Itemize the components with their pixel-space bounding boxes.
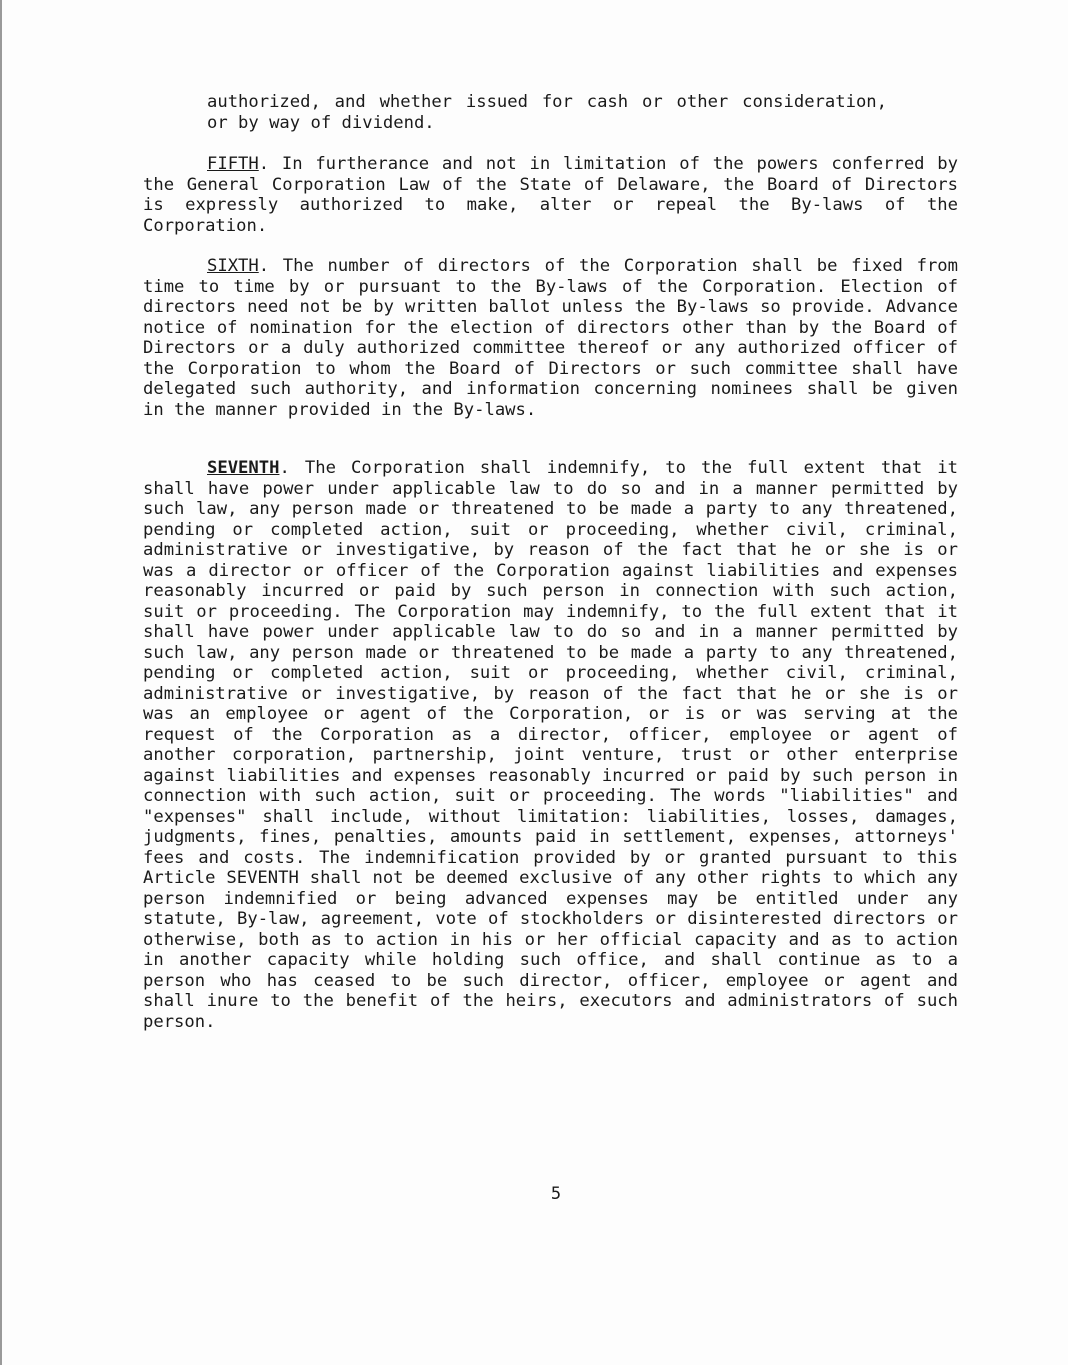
- article-fifth-body: . In furtherance and not in limitation of the powers conferred by the General Corporation Law of the State of Delaware, the Board of Directors is expressly authorized to make, alter or repeal the By-laws of the Corporation.: [143, 154, 958, 236]
- article-seventh: [143, 458, 958, 1032]
- continued-paragraph-text: authorized, and whether issued for cash or other consideration, or by way of dividend.: [207, 92, 887, 133]
- article-fifth: [143, 154, 958, 236]
- article-sixth: [143, 256, 958, 420]
- page-number: 5: [550, 1184, 562, 1204]
- article-sixth-body: . The number of directors of the Corporation shall be fixed from time to time by or pursuant to the By-laws of the Corporation. Election of directors need not be by written ballot unless the By-laws so provide. Advance notice of nomination for the election of directors other than by the Board of Directors or a duly authorized committee thereof or any authorized officer of the Corporation to whom the Board of Directors or such committee shall have delegated such authority, and information concerning nominees shall be given in the manner provided in the By-laws.: [143, 256, 958, 420]
- article-seventh-body: . The Corporation shall indemnify, to the full extent that it shall have power under applicable law to do so and in a manner permitted by such law, any person made or threatened to be made a party to any threatened, pending or completed action, suit or proceeding, whether civil, criminal, administrative or investigative, by reason of the fact that he or she is or was a director or officer of the Corporation against liabilities and expenses reasonably incurred or paid by such person in connection with such action, suit or proceeding. The Corporation may indemnify, to the full extent that it shall have power under applicable law to do so and in a manner permitted by such law, any person made or threatened to be made a party to any threatened, pending or completed action, suit or proceeding, whether civil, criminal, administrative or investigative, by reason of the fact that he or she is or was an employee or agent of the Corporation, or is or was serving at the request of the Corporation as a director, officer, employee or agent of another corporation, partnership, joint venture, trust or other enterprise against liabilities and expenses reasonably incurred or paid by such person in connection with such action, suit or proceeding. The words "liabilities" and "expenses" shall include, without limitation: liabilities, losses, damages, judgments, fines, penalties, amounts paid in settlement, expenses, attorneys' fees and costs. The indemnification provided by or granted pursuant to this Article SEVENTH shall not be deemed exclusive of any other rights to which any person indemnified or being advanced expenses may be entitled under any statute, By-law, agreement, vote of stockholders or disinterested directors or otherwise, both as to action in his or her official capacity and as to action in another capacity while holding such office, and shall continue as to a person who has ceased to be such director, officer, employee or agent and shall inure to the benefit of the heirs, executors and administrators of such person.: [143, 458, 958, 1032]
- continued-paragraph: [207, 92, 887, 133]
- article-sixth-text: [143, 256, 958, 420]
- article-seventh-heading: SEVENTH: [207, 458, 280, 478]
- article-fifth-text: [143, 154, 958, 236]
- article-fifth-heading: FIFTH: [207, 154, 259, 174]
- article-sixth-heading: SIXTH: [207, 256, 259, 276]
- article-seventh-text: [143, 458, 958, 1032]
